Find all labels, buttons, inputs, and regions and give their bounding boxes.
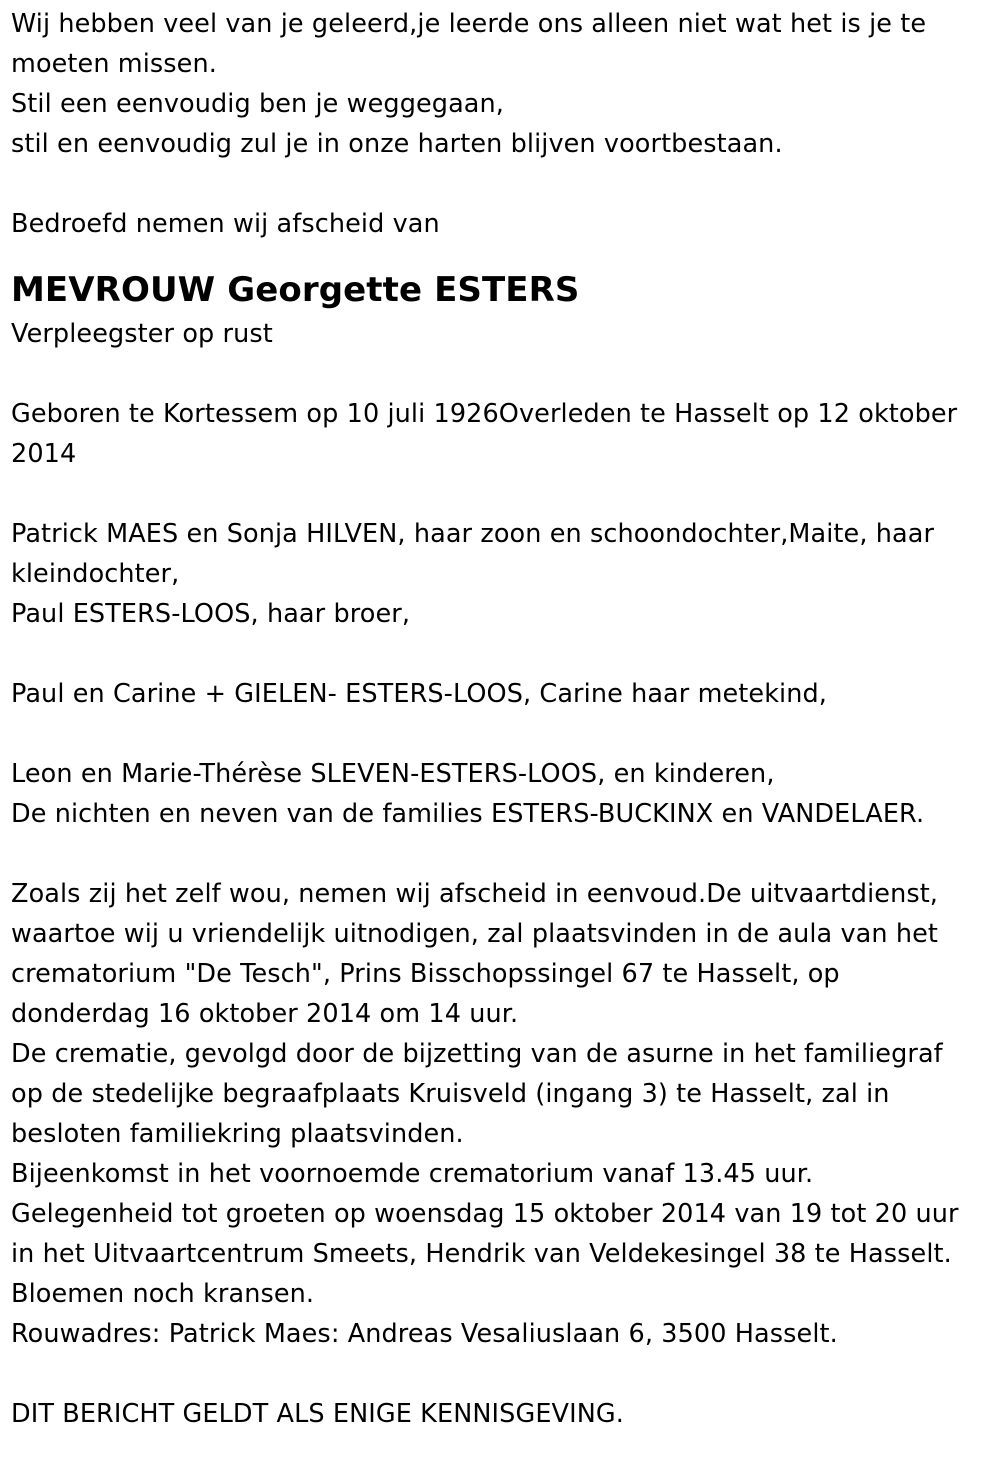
intro-text: Bedroefd nemen wij afscheid van	[11, 209, 440, 239]
ceremony-line: De crematie, gevolgd door de bijzetting van de asurne in het familiegraf	[11, 1039, 943, 1069]
ceremony-line: Zoals zij het zelf wou, nemen wij afscheid in eenvoud.De uitvaartdienst,	[11, 879, 939, 909]
ceremony-line: Gelegenheid tot groeten op woensdag 15 oktober 2014 van 19 tot 20 uur	[11, 1199, 959, 1229]
family-line: Paul ESTERS-LOOS, haar broer,	[11, 599, 411, 629]
ceremony-line: in het Uitvaartcentrum Smeets, Hendrik van Veldekesingel 38 te Hasselt.	[11, 1239, 952, 1269]
spacer	[11, 1354, 989, 1394]
ceremony-line: donderdag 16 oktober 2014 om 14 uur.	[11, 999, 519, 1029]
ceremony-details	[11, 874, 989, 1354]
poem-line: Stil een eenvoudig ben je weggegaan,	[11, 89, 504, 119]
dates-line: 2014	[11, 439, 77, 469]
ceremony-line: besloten familiekring plaatsvinden.	[11, 1119, 464, 1149]
obituary-document	[11, 4, 989, 1434]
spacer	[11, 354, 989, 394]
ceremony-line: Bijeenkomst in het voornoemde crematorium vanaf 13.45 uur.	[11, 1159, 814, 1189]
dates-line: Geboren te Kortessem op 10 juli 1926Overleden te Hasselt op 12 oktober	[11, 399, 958, 429]
family-line: Leon en Marie-Thérèse SLEVEN-ESTERS-LOOS, en kinderen,	[11, 759, 775, 789]
poem-line: stil en eenvoudig zul je in onze harten blijven voortbestaan.	[11, 129, 783, 159]
closing-notice: DIT BERICHT GELDT ALS ENIGE KENNISGEVING.	[11, 1399, 624, 1429]
spacer	[11, 474, 989, 514]
poem-line: Wij hebben veel van je geleerd,je leerde ons alleen niet wat het is je te	[11, 9, 927, 39]
spacer	[11, 834, 989, 874]
deceased-name: MEVROUW Georgette ESTERS	[11, 270, 580, 310]
ceremony-line: Rouwadres: Patrick Maes: Andreas Vesaliuslaan 6, 3500 Hasselt.	[11, 1319, 838, 1349]
ceremony-line: op de stedelijke begraafplaats Kruisveld (ingang 3) te Hasselt, zal in	[11, 1079, 890, 1109]
deceased-occupation: Verpleegster op rust	[11, 319, 273, 349]
ceremony-line: Bloemen noch kransen.	[11, 1279, 315, 1309]
poem-line: moeten missen.	[11, 49, 217, 79]
poem	[11, 4, 989, 164]
family-line: kleindochter,	[11, 559, 180, 589]
spacer	[11, 714, 989, 754]
spacer	[11, 164, 989, 204]
ceremony-line: crematorium "De Tesch", Prins Bisschopssingel 67 te Hasselt, op	[11, 959, 840, 989]
family-line: De nichten en neven van de families ESTERS-BUCKINX en VANDELAER.	[11, 799, 925, 829]
spacer	[11, 634, 989, 674]
family-list	[11, 514, 989, 834]
dates	[11, 394, 989, 474]
family-line: Paul en Carine + GIELEN- ESTERS-LOOS, Carine haar metekind,	[11, 679, 827, 709]
ceremony-line: waartoe wij u vriendelijk uitnodigen, zal plaatsvinden in de aula van het	[11, 919, 938, 949]
family-line: Patrick MAES en Sonja HILVEN, haar zoon en schoondochter,Maite, haar	[11, 519, 935, 549]
